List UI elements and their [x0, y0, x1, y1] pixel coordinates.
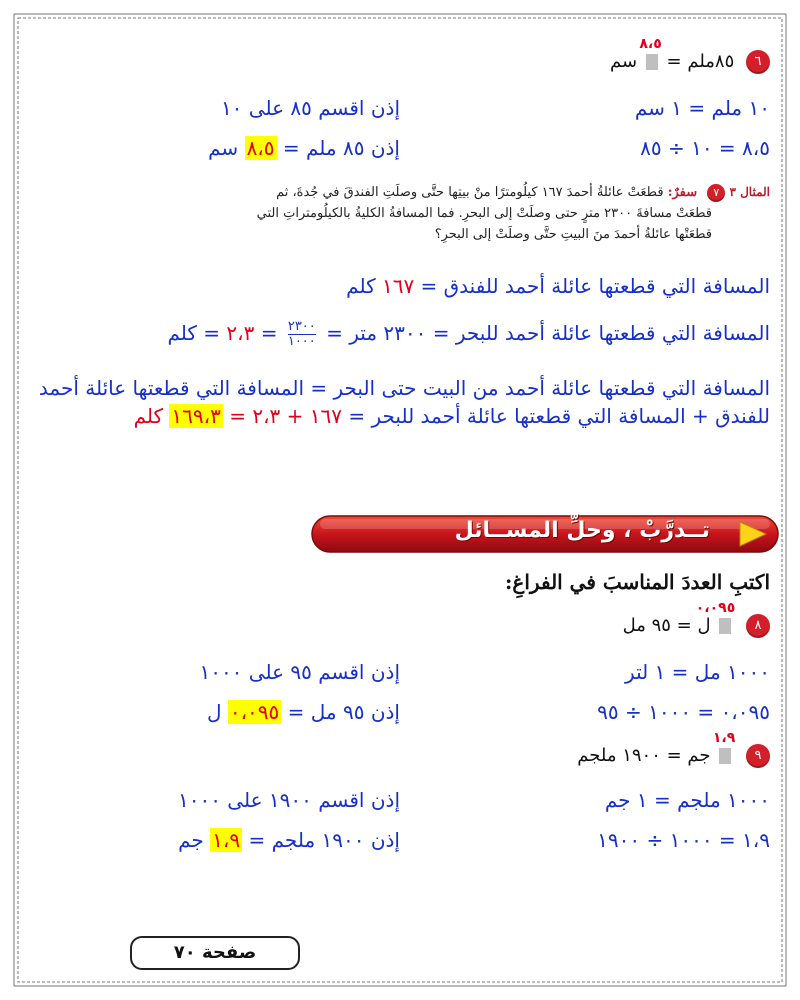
- q8-result-prefix: إذن ٩٥ مل =: [287, 700, 400, 724]
- solution-line-2-text: المسافة التي قطعتها عائلة أحمد للبحر = ٢٣٠٠ متر =: [326, 321, 770, 345]
- q6-result-value: ٨،٥: [246, 136, 275, 160]
- q9-step-2: [38, 828, 770, 864]
- question-number-badge: ٦: [746, 50, 770, 74]
- q8-calc: ٠،٠٩٥ = ١٠٠٠ ÷ ٩٥: [597, 700, 770, 724]
- question-8: [38, 600, 770, 650]
- q9-result-prefix: إذن ١٩٠٠ ملجم =: [248, 828, 400, 852]
- q6-hint: إذن اقسم ٨٥ على ١٠: [220, 96, 400, 120]
- answer-blank: [639, 36, 662, 70]
- solution-line-1-unit: كلم: [346, 274, 376, 298]
- solution-line-2-equals: =: [260, 321, 278, 345]
- q9-calc: ١،٩ = ١٠٠٠ ÷ ١٩٠٠: [597, 828, 770, 852]
- q8-hint: إذن اقسم ٩٥ على ١٠٠٠: [199, 660, 400, 684]
- solution-fraction: [288, 320, 316, 349]
- q8-step-1: [38, 660, 770, 696]
- blank-unit: جم: [687, 745, 711, 766]
- q9-result-unit: جم: [178, 828, 204, 852]
- example-problem: [60, 182, 770, 245]
- q6-step-1: [38, 96, 770, 132]
- question-text: ٨٥ملم =: [666, 51, 735, 72]
- question-6: [38, 36, 770, 86]
- answer-blank: [712, 730, 736, 764]
- solution-line-2: [38, 320, 770, 360]
- example-number-badge: ٧: [707, 184, 725, 202]
- answer-above: ١،٩: [712, 730, 736, 746]
- question-9: [38, 730, 770, 780]
- answer-above: ٨،٥: [639, 36, 662, 52]
- fraction-numerator: ٢٣٠٠: [287, 319, 316, 334]
- solution-line-3: المسافة التي قطعتها عائلة أحمد من البيت حتى البحر = المسافة التي قطعتها عائلة أحمد: [38, 376, 770, 400]
- q9-result: [178, 828, 400, 852]
- question-number-badge: ٩: [746, 744, 770, 768]
- q8-result: [207, 700, 400, 724]
- answer-above: ٠،٠٩٥: [695, 600, 736, 616]
- instruction: اكتبِ العددَ المناسبَ في الفراغِ:: [505, 570, 770, 594]
- q8-result-value: ٠،٠٩٥: [229, 700, 280, 724]
- fraction-denominator: ١٠٠٠: [287, 334, 316, 349]
- answer-blank: [695, 600, 736, 634]
- q9-hint: إذن اقسم ١٩٠٠ على ١٠٠٠: [177, 788, 400, 812]
- section-banner: [310, 512, 780, 556]
- example-label: المثال ٣: [729, 185, 770, 199]
- q8-result-unit: ل: [206, 700, 222, 724]
- solution-line-4-unit: كلم: [133, 404, 164, 428]
- solution-line-4: [38, 404, 770, 440]
- q9-result-value: ١،٩: [212, 828, 241, 852]
- solution-line-1: [38, 274, 770, 310]
- q6-result-unit: سم: [208, 136, 239, 160]
- page-number: صفحة ٧٠: [130, 936, 300, 970]
- example-line-1: قطعَتْ عائلةُ أحمدَ ١٦٧ كيلُومترًا منْ بيتِها حتَّى وصلَتِ الفندقَ في جُدةَ، ثم: [276, 185, 664, 200]
- blank-unit: ل: [697, 615, 711, 636]
- solution-line-1-text: المسافة التي قطعتها عائلة أحمد للفندق =: [420, 274, 770, 298]
- q6-result-prefix: إذن ٨٥ ملم =: [282, 136, 400, 160]
- q6-fact: ١٠ ملم = ١ سم: [634, 96, 770, 120]
- q9-fact: ١٠٠٠ ملجم = ١ جم: [604, 788, 770, 812]
- question-text: = ٩٥ مل: [622, 615, 692, 636]
- q6-step-2: [38, 136, 770, 172]
- q8-fact: ١٠٠٠ مل = ١ لتر: [625, 660, 770, 684]
- solution-line-1-value: ١٦٧: [381, 274, 415, 298]
- example-line-3: قطعَتْها عائلةُ أحمدَ منَ البيتِ حتَّى وصلَتْ إلى البحرِ؟: [434, 227, 712, 242]
- q6-result: [208, 136, 400, 160]
- solution-line-2-unit: = كلم: [167, 321, 221, 345]
- q8-step-2: [38, 700, 770, 736]
- question-text: = ١٩٠٠ ملجم: [577, 745, 682, 766]
- solution-line-4-value: ١٦٩،٣: [171, 404, 221, 428]
- example-keyword: سفرٌ:: [667, 185, 698, 200]
- solution-line-2-value: ٢،٣: [226, 321, 255, 345]
- q6-calc: ٨،٥ = ١٠ ÷ ٨٥: [640, 136, 770, 160]
- question-number-badge: ٨: [746, 614, 770, 638]
- example-line-2: قطعَتْ مسافةَ ٢٣٠٠ مترٍ حتى وصلَتْ إلى البحرِ. فما المسافةُ الكليةُ بالكيلُومتراتِ التي: [256, 206, 712, 221]
- solution-line-4-text: للفندق + المسافة التي قطعتها عائلة أحمد للبحر =: [348, 404, 770, 428]
- blank-unit: سم: [610, 51, 638, 72]
- solution-line-4-calc: ١٦٧ + ٢،٣ =: [229, 404, 343, 428]
- q9-step-1: [38, 788, 770, 824]
- banner-title: تــدرَّبْ ، وحلِّ المســائل: [454, 518, 710, 543]
